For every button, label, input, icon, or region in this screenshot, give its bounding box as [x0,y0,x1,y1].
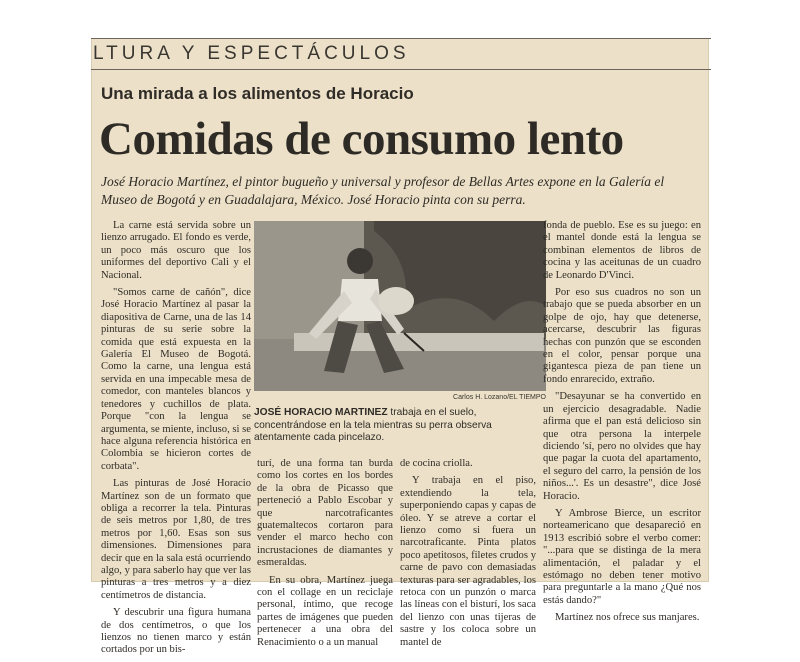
photo-caption [254,407,546,445]
column-4 [543,220,701,630]
paragraph: Por eso sus cuadros no son un trabajo que se pueda absorber en un golpe de ojo, hay que detenerse, acercarse, descubrir las figuras hechas con punzón que se esconden en el color, pensar porque una gigantesca pieza de pan tiene un fondo enrarecido, extraño. [543,287,701,385]
kicker: Una mirada a los alimentos de Horacio [101,84,414,103]
paragraph: Y Ambrose Bierce, un escritor norteamericano que desapareció en 1913 escribió sobre el verbo comer: "...para que se distinga de la mera alimentación, el paladar y el estómago no deben tener motivo para preguntarle a la mano ¿Qué nos estás dando?" [543,507,701,606]
paragraph: fonda de pueblo. Ese es su juego: en el mantel donde está la lengua se combinan elementos de libros de cocina y las aceitunas de un cuadro de Leonardo D'Vinci. [543,220,701,281]
caption-text: trabaja en el suelo, concentrándose en la tela mientras su perra observa atentamente cada pincelazo. [254,407,492,443]
column-1 [101,220,251,662]
photo [254,221,546,391]
photo-credit: Carlos H. Lozano/EL TIEMPO [453,394,546,401]
headline: Comidas de consumo lento [99,113,624,165]
paragraph: Martínez nos ofrece sus manjares. [555,612,700,624]
caption-name: JOSÉ HORACIO MARTINEZ [254,407,388,418]
paragraph: de cocina criolla. [400,458,473,469]
paragraph: La carne está servida sobre un lienzo arrugado. El fondo es verde, un poco más oscuro que los uniformes del deportivo Cali y el Nacional. [101,220,251,281]
column-2 [257,458,393,654]
paragraph: Y trabaja en el piso, extendiendo la tela, superponiendo capas y capas de óleo. Y se atreve a cortar el lienzo como si fuera un narcotraficante. Pinta platos poco apetitosos, filetes crudos y carne de pavo con demasiadas texturas para ser agradables, los retoca con un punzón o marca las líneas con el bisturí, los saca del lienzo con unas tijeras de sastre y los coloca sobre un mantel de [400,475,536,648]
paragraph: En su obra, Martínez juega con el collage en un reciclaje personal, íntimo, que recoge partes de imágenes que pueden pertenecer a una obra del Renacimiento o a un manual [257,574,393,648]
newspaper-clipping [91,38,709,656]
column-3 [400,458,536,654]
deck: José Horacio Martínez, el pintor bugueño y universal y profesor de Bellas Artes expone en la Galería el Museo de Bogotá y en Guadalajara, México. José Horacio pinta con su perra. [101,174,665,207]
paragraph: turí, de una forma tan burda como los cortes en los bordes de la obra de Picasso que perteneció a Pablo Escobar y que narcotraficantes guatemaltecos cortaron para vender el marco hecho con incrustaciones de diamantes y esmeraldas. [257,458,393,569]
paragraph: "Somos carne de cañón", dice José Horacio Martínez al pasar la diapositiva de Carne, una de las 14 pinturas de su serie sobre la comida que está expuesta en la Galería El Museo de Bogotá. Como la carne, una lengua está servida en una impecable mesa de comedor, con manteles blancos y tenedores y cuchillos de plata. Porque "con la lengua se argumenta, se miente, incluso, si se hace alguna referencia histórica en Colombia se hicieron cortes de corbata". [101,287,251,472]
section-header: LTURA Y ESPECTÁCULOS [91,38,711,70]
paragraph: Las pinturas de José Horacio Martínez son de un formato que obliga a recorrer la tela. Pinturas de seis metros por 1,80, de tres metros por 1,60. Esas son sus dimensiones. Dimensiones para decir que en la sala está ocurriendo algo, y para saberlo hay que ver las pinturas a tres metros y a diez centímetros de distancia. [101,478,251,601]
paragraph: Y descubrir una figura humana de dos centímetros, o que los lienzos no tienen marco y están cortados por un bis- [101,607,251,656]
paragraph: "Desayunar se ha convertido en un ejercicio desagradable. Nadie afirma que el pan está delicioso sin que otra persona la interpele diciendo 'sí, pero no olvides que hay que pagar la cuota del apartamento, el seguro del carro, la pensión de los niños...'. Es un desastre", dice José Horacio. [543,391,701,502]
